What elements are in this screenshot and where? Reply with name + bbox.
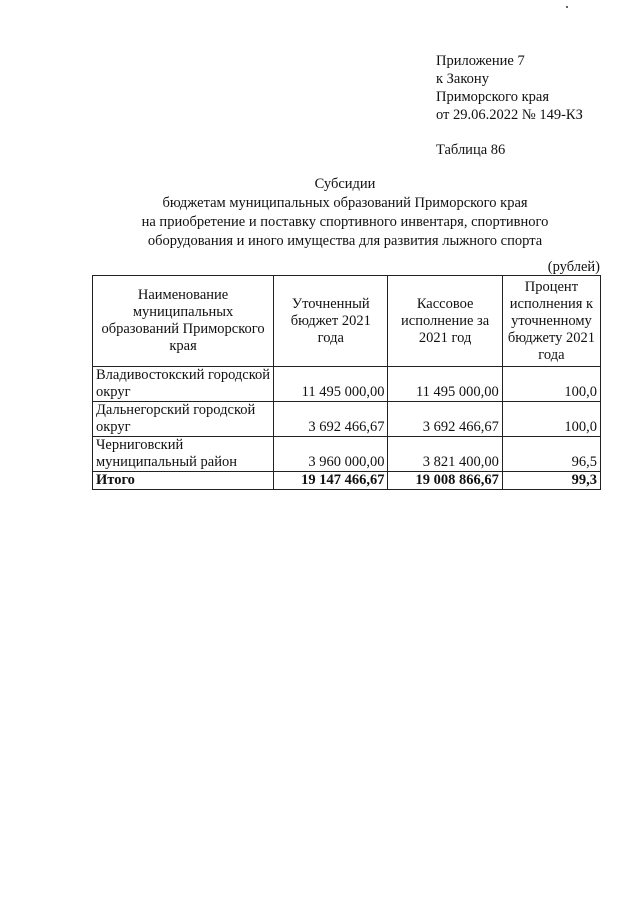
- header-budget: Уточненный бюджет 2021 года: [274, 276, 388, 367]
- row-name: Владивостокский городской округ: [93, 367, 274, 402]
- table-header-row: [93, 276, 601, 367]
- appendix-line: Приложение 7: [436, 53, 525, 69]
- total-execution: 19 008 866,67: [388, 472, 502, 490]
- row-percent: 100,0: [502, 367, 600, 402]
- table-row: [93, 367, 601, 402]
- header-execution: Кассовое исполнение за 2021 год: [388, 276, 502, 367]
- total-percent: 99,3: [502, 472, 600, 490]
- units-label: (рублей): [547, 259, 600, 275]
- row-name: Черниговский муниципальный район: [93, 437, 274, 472]
- appendix-reference: [436, 52, 583, 124]
- row-budget: 3 692 466,67: [274, 402, 388, 437]
- row-percent: 100,0: [502, 402, 600, 437]
- row-name: Дальнегорский городской округ: [93, 402, 274, 437]
- title-line: бюджетам муниципальных образований Приморского края: [162, 195, 528, 211]
- title-line: Субсидии: [314, 176, 376, 192]
- appendix-line: Приморского края: [436, 89, 550, 105]
- title-line: на приобретение и поставку спортивного инвентаря, спортивного: [141, 214, 549, 230]
- total-label: Итого: [93, 472, 274, 490]
- row-budget: 11 495 000,00: [274, 367, 388, 402]
- table-row: [93, 437, 601, 472]
- header-name: Наименование муниципальных образований Приморского края: [93, 276, 274, 367]
- appendix-line: к Закону: [436, 71, 489, 87]
- title-line: оборудования и иного имущества для развития лыжного спорта: [147, 233, 543, 249]
- row-execution: 3 821 400,00: [388, 437, 502, 472]
- table-number: Таблица 86: [436, 142, 506, 158]
- header-percent: Процент исполнения к уточненному бюджету 2021 года: [502, 276, 600, 367]
- appendix-line: от 29.06.2022 № 149-КЗ: [436, 107, 583, 123]
- row-budget: 3 960 000,00: [274, 437, 388, 472]
- row-execution: 11 495 000,00: [388, 367, 502, 402]
- document-title: [100, 175, 590, 251]
- scan-speck: [566, 6, 568, 8]
- total-row: [93, 472, 601, 490]
- table-row: [93, 402, 601, 437]
- row-execution: 3 692 466,67: [388, 402, 502, 437]
- total-budget: 19 147 466,67: [274, 472, 388, 490]
- row-percent: 96,5: [502, 437, 600, 472]
- subsidies-table: [92, 275, 601, 490]
